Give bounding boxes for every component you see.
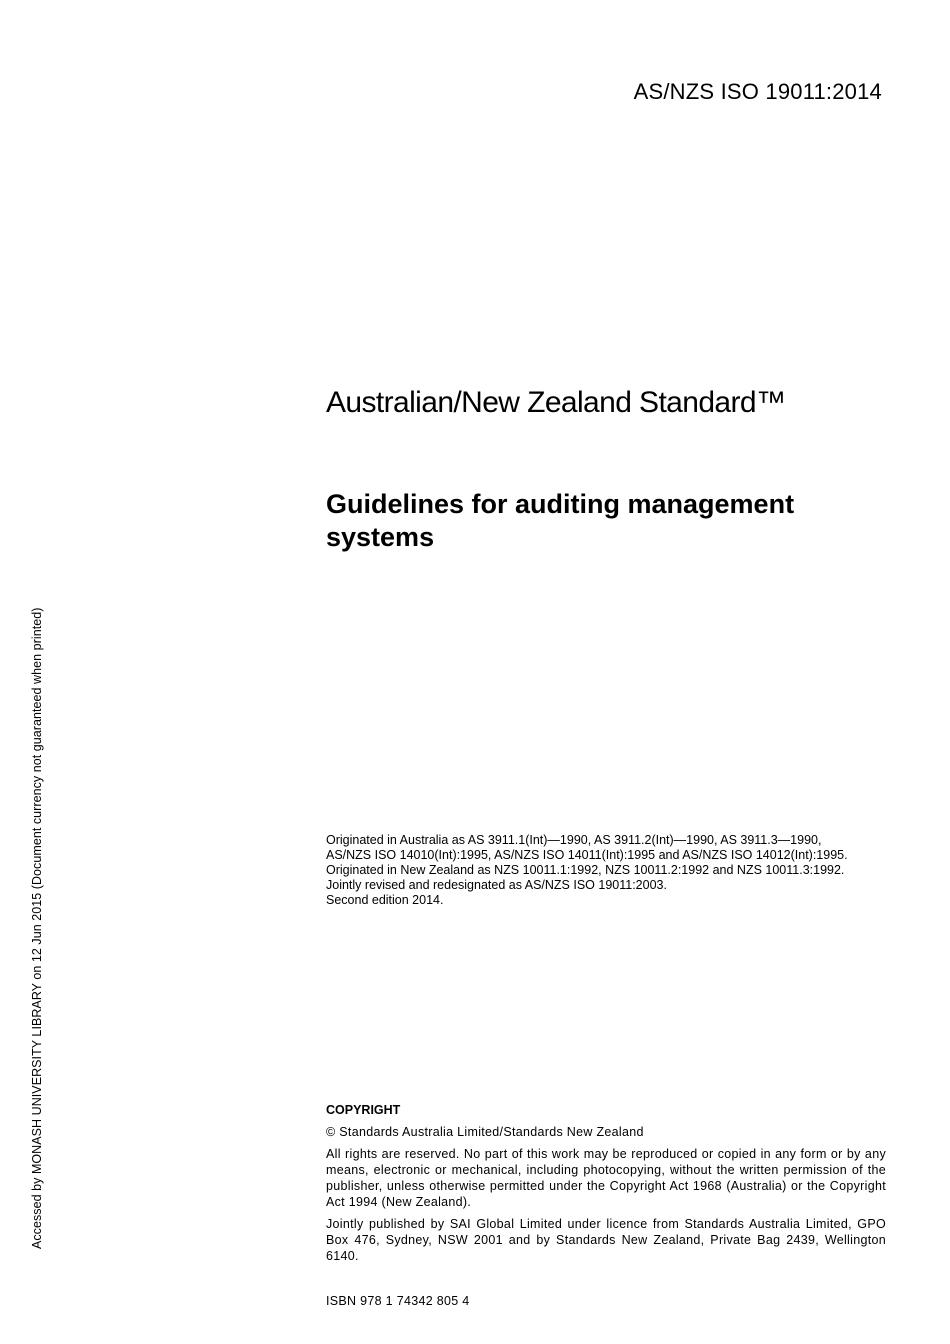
copyright-owner: © Standards Australia Limited/Standards New Zealand xyxy=(326,1125,644,1139)
copyright-rights: All rights are reserved. No part of this work may be reproduced or copied in any form or by any means, electronic or mechanical, including photocopying, without the written permission of the publisher, unless otherwise permitted under the Copyright Act 1968 (Australia) or the Copyright Act 1994 (New Zealand). xyxy=(326,1147,886,1209)
copyright-section xyxy=(326,1102,886,1270)
series-title: Australian/New Zealand Standard™ xyxy=(326,386,786,419)
copyright-publisher: Jointly published by SAI Global Limited under licence from Standards Australia Limited, GPO Box 476, Sydney, NSW 2001 and by Standards New Zealand, Private Bag 2439, Wellington 6140. xyxy=(326,1217,886,1263)
copyright-heading: COPYRIGHT xyxy=(326,1103,401,1117)
history-line: Second edition 2014. xyxy=(326,893,444,907)
isbn: ISBN 978 1 74342 805 4 xyxy=(326,1294,470,1308)
document-title-line: Guidelines for auditing management xyxy=(326,489,795,519)
document-title-line: systems xyxy=(326,522,435,552)
history-line: Originated in New Zealand as NZS 10011.1:1992, NZS 10011.2:1992 and NZS 10011.3:1992. xyxy=(326,863,845,877)
history-line: Originated in Australia as AS 3911.1(Int)—1990, AS 3911.2(Int)—1990, AS 3911.3—1990, xyxy=(326,833,822,847)
publication-history xyxy=(326,833,926,908)
history-line: AS/NZS ISO 14010(Int):1995, AS/NZS ISO 14011(Int):1995 and AS/NZS ISO 14012(Int):1995. xyxy=(326,848,848,862)
access-watermark: Accessed by MONASH UNIVERSITY LIBRARY on 12 Jun 2015 (Document currency not guaranteed when printed) xyxy=(30,607,44,1249)
standard-number: AS/NZS ISO 19011:2014 xyxy=(633,79,882,104)
document-title xyxy=(326,488,886,554)
history-line: Jointly revised and redesignated as AS/NZS ISO 19011:2003. xyxy=(326,878,667,892)
